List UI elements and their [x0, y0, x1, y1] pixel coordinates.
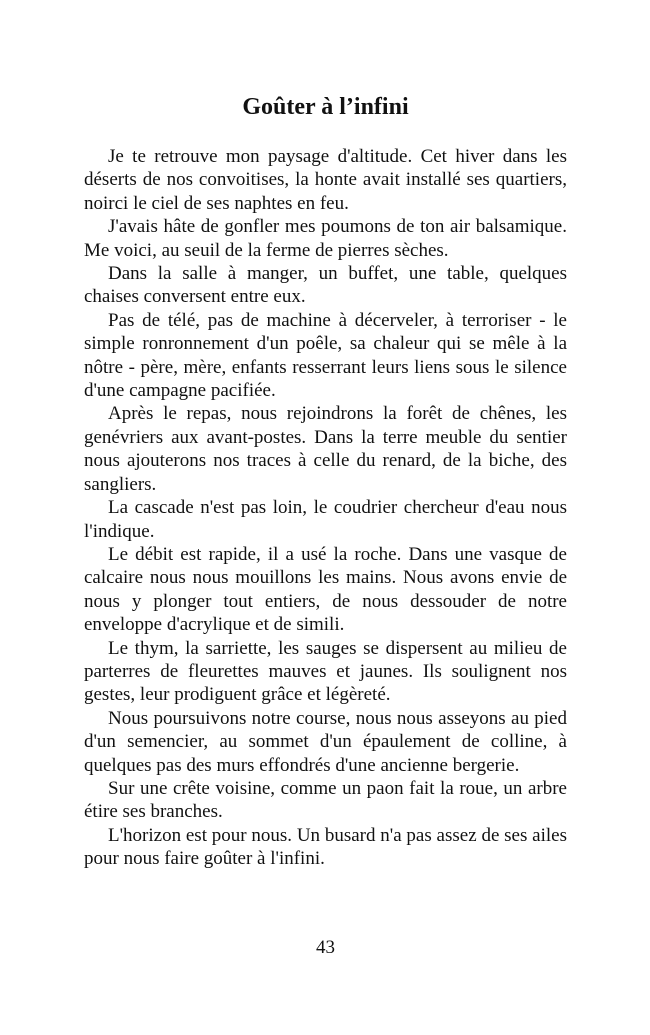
paragraph-10: Sur une crête voisine, comme un paon fait la roue, un arbre étire ses branches.: [84, 777, 567, 823]
paragraph-3: Dans la salle à manger, un buffet, une table, quelques chaises conversent entre eux.: [84, 263, 567, 308]
paragraph-5: Après le repas, nous rejoindrons la forêt de chênes, les genévriers aux avant-postes. Dans la terre meuble du sentier nous ajouterons nos traces à celle du renard, de la biche, des sangliers.: [84, 403, 567, 495]
book-page: [84, 0, 567, 1035]
paragraph-1: Je te retrouve mon paysage d'altitude. Cet hiver dans les déserts de nos convoitises, la honte avait installé ses quartiers, noirci le ciel de ses naphtes en feu.: [84, 146, 567, 214]
page-title: Goûter à l’infini: [242, 94, 409, 120]
paragraph-2: J'avais hâte de gonfler mes poumons de ton air balsamique. Me voici, au seuil de la ferme de pierres sèches.: [84, 216, 567, 261]
paragraph-11: L'horizon est pour nous. Un busard n'a pas assez de ses ailes pour nous faire goûter à l'infini.: [84, 824, 567, 870]
paragraph-4: Pas de télé, pas de machine à décerveler, à terroriser - le simple ronronnement d'un poêle, sa chaleur qui se mêle à la nôtre - père, mère, enfants resserrant leurs liens sous le silence d'une campagne pacifiée.: [84, 309, 567, 402]
paragraph-8: Le thym, la sarriette, les sauges se dispersent au milieu de parterres de fleurettes mauves et jaunes. Ils soulignent nos gestes, leur prodiguent grâce et légèreté.: [84, 637, 567, 706]
paragraph-9: Nous poursuivons notre course, nous nous asseyons au pied d'un semencier, au sommet d'un épaulement de colline, à quelques pas des murs effondrés d'une ancienne bergerie.: [84, 707, 567, 776]
paragraph-7: Le débit est rapide, il a usé la roche. Dans une vasque de calcaire nous nous mouillons les mains. Nous avons envie de nous y plonger tout entiers, de nous dessouder de notre enveloppe d'acrylique et de simili.: [84, 543, 567, 636]
paragraph-6: La cascade n'est pas loin, le coudrier chercheur d'eau nous l'indique.: [84, 497, 567, 542]
page-number: 43: [316, 937, 335, 958]
body-text: [84, 145, 567, 871]
